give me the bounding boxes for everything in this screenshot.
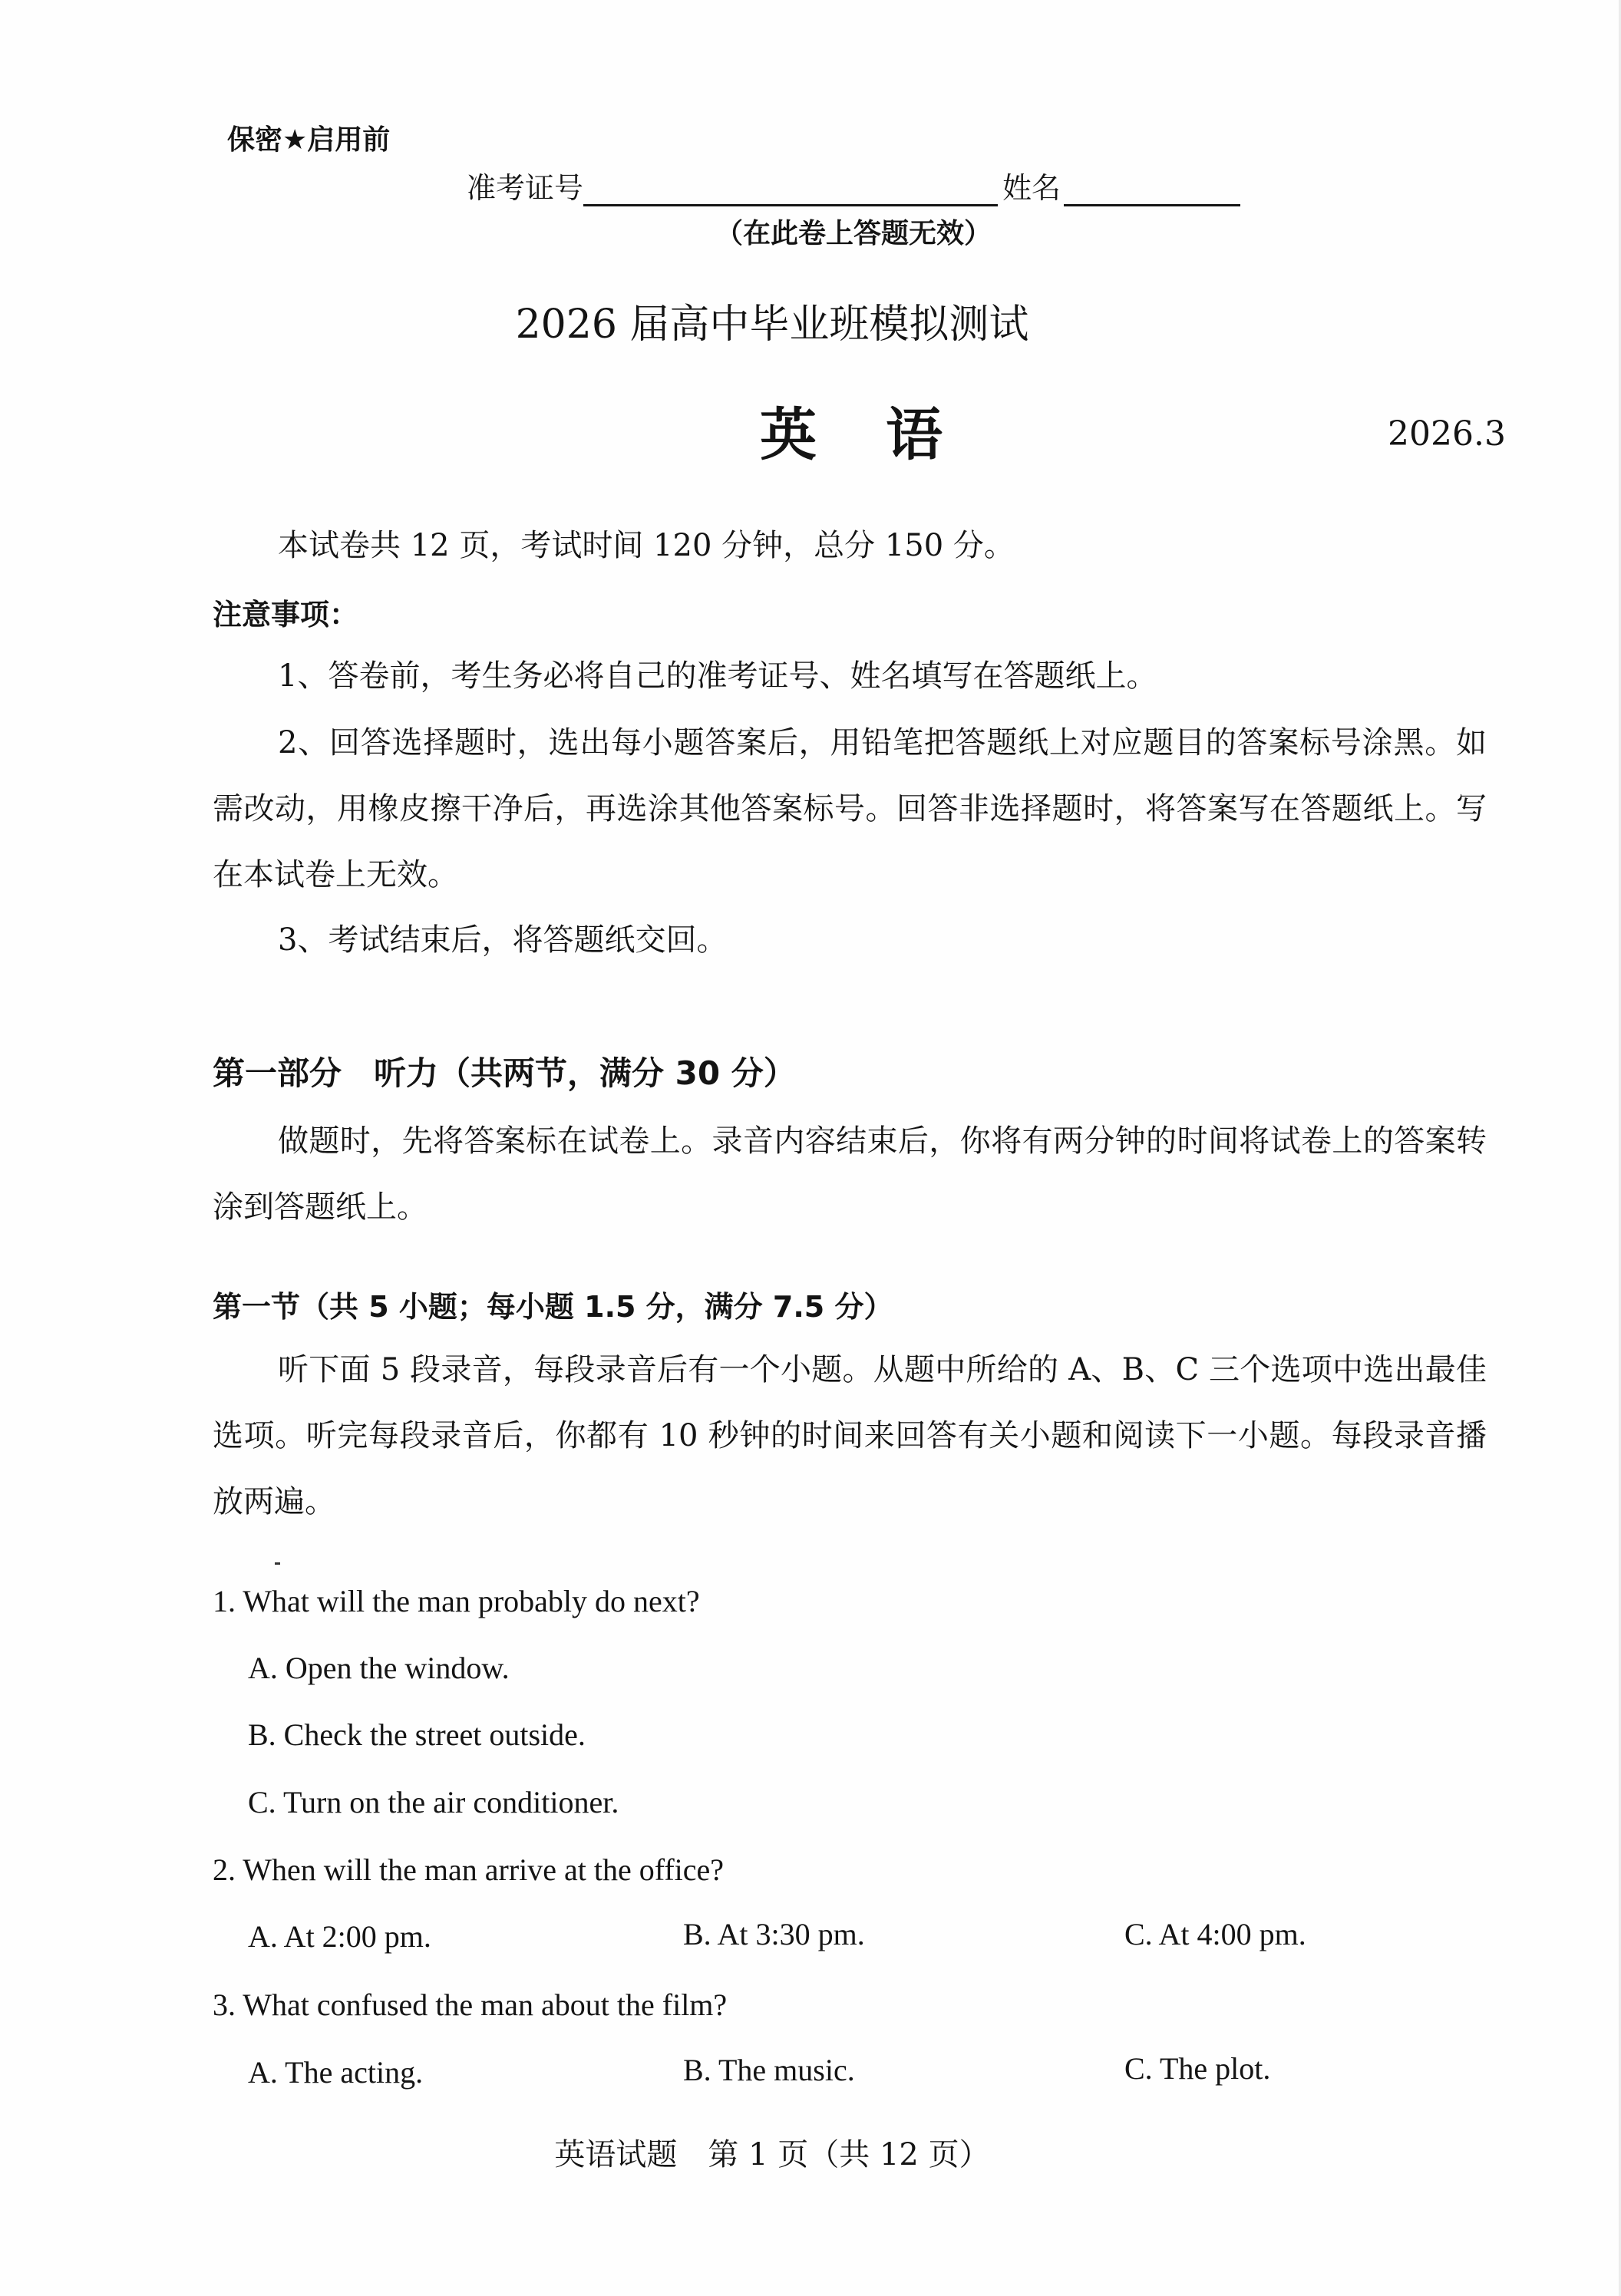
invalid-note: （在此卷上答题无效） (715, 218, 992, 249)
notice-item: 2、回答选择题时，选出每小题答案后，用铅笔把答题纸上对应题目的答案标号涂黑。如需改动，用橡皮擦干净后，再选涂其他答案标号。回答非选择题时，将答案写在答题纸上。写在本试卷上无效。 (213, 725, 1487, 892)
intro-text: 本试卷共 12 页，考试时间 120 分钟，总分 150 分。 (278, 528, 1015, 563)
question-1-option-a: A. Open the window. (248, 1651, 510, 1685)
part1-description: 做题时，先将答案标在试卷上。录音内容结束后，你将有两分钟的时间将试卷上的答案转涂到答题纸上。 (213, 1123, 1487, 1225)
question-2-option-b: B. At 3:30 pm. (683, 1917, 865, 1951)
question-3-option-c: C. The plot. (1124, 2051, 1271, 2086)
page-footer (0, 2130, 1621, 2174)
question-3-option-a: A. The acting. (248, 2055, 424, 2090)
id-label: 准考证号 (467, 171, 584, 205)
name-field[interactable] (1064, 173, 1240, 206)
question-1-option-c: C. Turn on the air conditioner. (248, 1785, 619, 1819)
section1-heading: 第一节（共 5 小题；每小题 1.5 分，满分 7.5 分） (213, 1290, 893, 1324)
exam-date: 2026.3 (1388, 414, 1506, 454)
scan-mark (275, 1562, 280, 1565)
question-2-option-c: C. At 4:00 pm. (1124, 1917, 1306, 1951)
notice-item: 1、答卷前，考生务必将自己的准考证号、姓名填写在答题纸上。 (278, 658, 1157, 694)
part1-heading: 第一部分 听力（共两节，满分 30 分） (213, 1054, 796, 1092)
page-number: 第 1 页（共 12 页） (708, 2137, 990, 2172)
question-2-option-a: A. At 2:00 pm. (248, 1919, 431, 1954)
candidate-info-row (467, 164, 1240, 206)
exam-title: 2026 届高中毕业班模拟测试 (515, 302, 1029, 348)
notice-heading: 注意事项： (213, 598, 359, 632)
notice-item: 3、考试结束后，将答题纸交回。 (278, 922, 728, 958)
question-3: 3. What confused the man about the film? (213, 1988, 728, 2022)
question-2: 2. When will the man arrive at the office? (213, 1852, 725, 1887)
question-1: 1. What will the man probably do next? (213, 1584, 700, 1618)
footer-subject: 英语试题 (554, 2137, 678, 2172)
question-3-option-b: B. The music. (683, 2053, 855, 2087)
id-number-field[interactable] (583, 173, 998, 206)
question-1-option-b: B. Check the street outside. (248, 1717, 586, 1752)
subject-title: 英语 (760, 402, 1012, 468)
section1-description: 听下面 5 段录音，每段录音后有一个小题。从题中所给的 A、B、C 三个选项中选出最佳选项。听完每段录音后，你都有 10 秒钟的时间来回答有关小题和阅读下一小题。每段录音播放两遍。 (213, 1352, 1487, 1519)
name-label: 姓名 (1002, 171, 1061, 205)
confidential-label: 保密★启用前 (227, 124, 391, 156)
